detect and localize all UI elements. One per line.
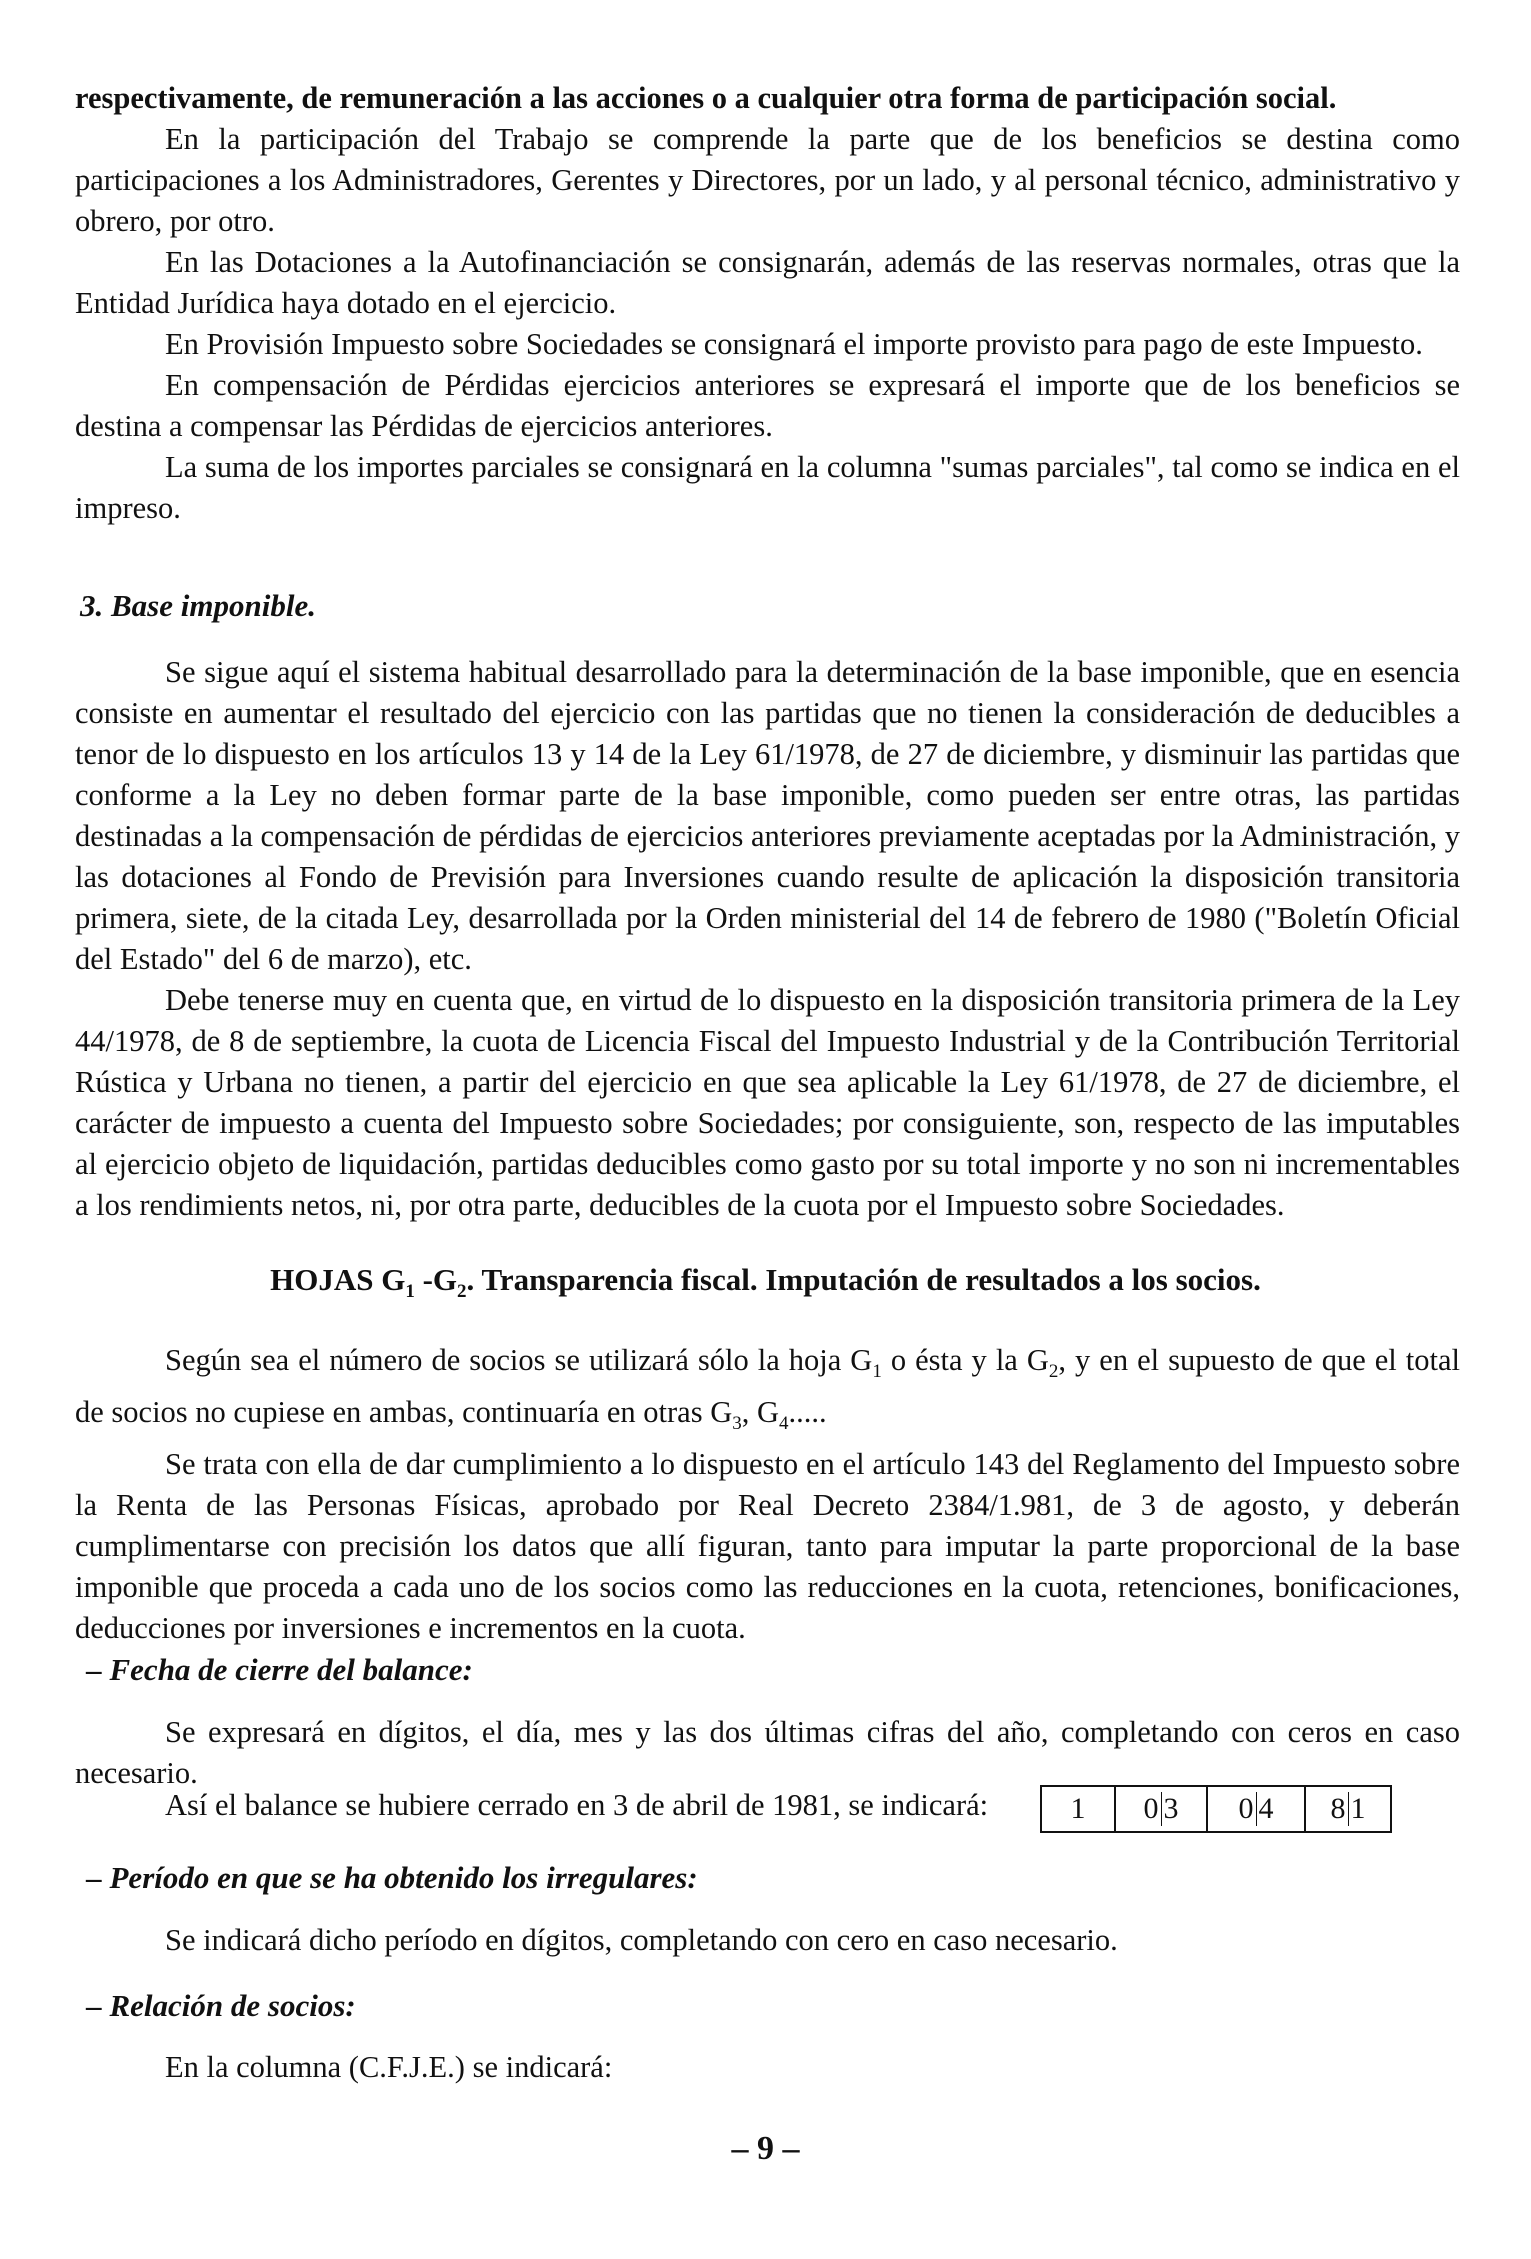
date-box-1: 1 (1042, 1787, 1116, 1831)
intro-paragraphs (75, 78, 1460, 529)
fecha-example: Así el balance se hubiere cerrado en 3 de abril de 1981, se indicará: (165, 1788, 989, 1822)
base-imponible-paragraph: Debe tenerse muy en cuenta que, en virtud de lo dispuesto en la disposición transitoria primera de la Ley 44/1978, de 8 de septiembre, la cuota de Licencia Fiscal del Impuesto Industrial y de la Contribución Territorial Rústica y Urbana no tienen, a partir del ejercicio en que sea aplicable la Ley 61/1978, de 27 de diciembre, el carácter de impuesto a cuenta del Impuesto sobre Sociedades; por consiguiente, son, respecto de las imputables al ejercicio objeto de liquidación, partidas deducibles como gasto por su total importe y no son ni incrementables a los rendimients netos, ni, por otra parte, deducibles de la cuota por el Impuesto sobre Sociedades. (75, 983, 1460, 1222)
periodo-text: Se indicará dicho período en dígitos, completando con cero en caso necesario. (165, 1923, 1118, 1957)
hojas-paragraphs (75, 1340, 1460, 1649)
intro-paragraph: La suma de los importes parciales se consignará en la columna "sumas parciales", tal como se indica en el impreso. (75, 450, 1460, 525)
intro-paragraph: En compensación de Pérdidas ejercicios anteriores se expresará el importe que de los beneficios se destina a compensar las Pérdidas de ejercicios anteriores. (75, 368, 1460, 443)
date-box-2: 0 3 (1116, 1787, 1208, 1831)
intro-paragraph: En Provisión Impuesto sobre Sociedades se consignará el importe provisto para pago de este Impuesto. (165, 327, 1423, 361)
relacion-heading: – Relación de socios: (86, 1988, 356, 2023)
base-imponible-paragraphs (75, 652, 1460, 1226)
date-box-4: 8 1 (1330, 1792, 1366, 1825)
relacion-text: En la columna (C.F.J.E.) se indicará: (165, 2050, 613, 2084)
hojas-paragraph-2: Se trata con ella de dar cumplimiento a lo dispuesto en el artículo 143 del Reglamento del Impuesto sobre la Renta de las Personas Físicas, aprobado por Real Decreto 2384/1.981, de 3 de agosto, y deberán cumplimentarse con precisión los datos que allí figuran, tanto para imputar la parte proporcional de la base imponible que proceda a cada uno de los socios como las reducciones en la cuota, retenciones, bonificaciones, deducciones por inversiones e incrementos en la cuota. (75, 1447, 1460, 1646)
section-heading-base-imponible: 3. Base imponible. (80, 588, 316, 623)
date-example-boxes (1040, 1785, 1392, 1833)
fecha-text: Se expresará en dígitos, el día, mes y las dos últimas cifras del año, completando con ceros en caso necesario. (75, 1715, 1460, 1790)
intro-paragraph: respectivamente, de remuneración a las acciones o a cualquier otra forma de participación social. (75, 81, 1337, 115)
intro-paragraph: En la participación del Trabajo se comprende la parte que de los beneficios se destina como participaciones a los Administradores, Gerentes y Directores, por un lado, y al personal técnico, administrativo y obrero, por otro. (75, 122, 1460, 238)
fecha-heading: – Fecha de cierre del balance: (86, 1652, 473, 1687)
intro-paragraph: En las Dotaciones a la Autofinanciación se consignarán, además de las reservas normales, otras que la Entidad Jurídica haya dotado en el ejercicio. (75, 245, 1460, 320)
page-number: – 9 – (731, 2130, 800, 2167)
hojas-heading: HOJAS $G_1$ $-G_2$. Transparencia fiscal. Imputación de resultados a los socios. (270, 1262, 1261, 1303)
base-imponible-paragraph: Se sigue aquí el sistema habitual desarrollado para la determinación de la base imponible, que en esencia consiste en aumentar el resultado del ejercicio con las partidas que no tienen la consideración de deducibles a tenor de lo dispuesto en los artículos 13 y 14 de la Ley 61/1978, de 27 de diciembre, y disminuir las partidas que conforme a la Ley no deben formar parte de la base imponible, como pueden ser entre otras, las partidas destinadas a la compensación de pérdidas de ejercicios anteriores previamente aceptadas por la Administración, y las dotaciones al Fondo de Previsión para Inversiones cuando resulte de aplicación la disposición transitoria primera, siete, de la citada Ley, desarrollada por la Orden ministerial del 14 de febrero de 1980 ("Boletín Oficial del Estado" del 6 de marzo), etc. (75, 655, 1460, 976)
date-box-3: 0 4 (1208, 1787, 1306, 1831)
periodo-heading: – Período en que se ha obtenido los irregulares: (86, 1860, 698, 1895)
hojas-paragraph-1: Según sea el número de socios se utilizará sólo la hoja $G_1$ o ésta y la $G_2$, y en el supuesto de que el total de socios no cupiese en ambas, continuaría en otras $G_3$, $G_4$..... (75, 1343, 1460, 1435)
